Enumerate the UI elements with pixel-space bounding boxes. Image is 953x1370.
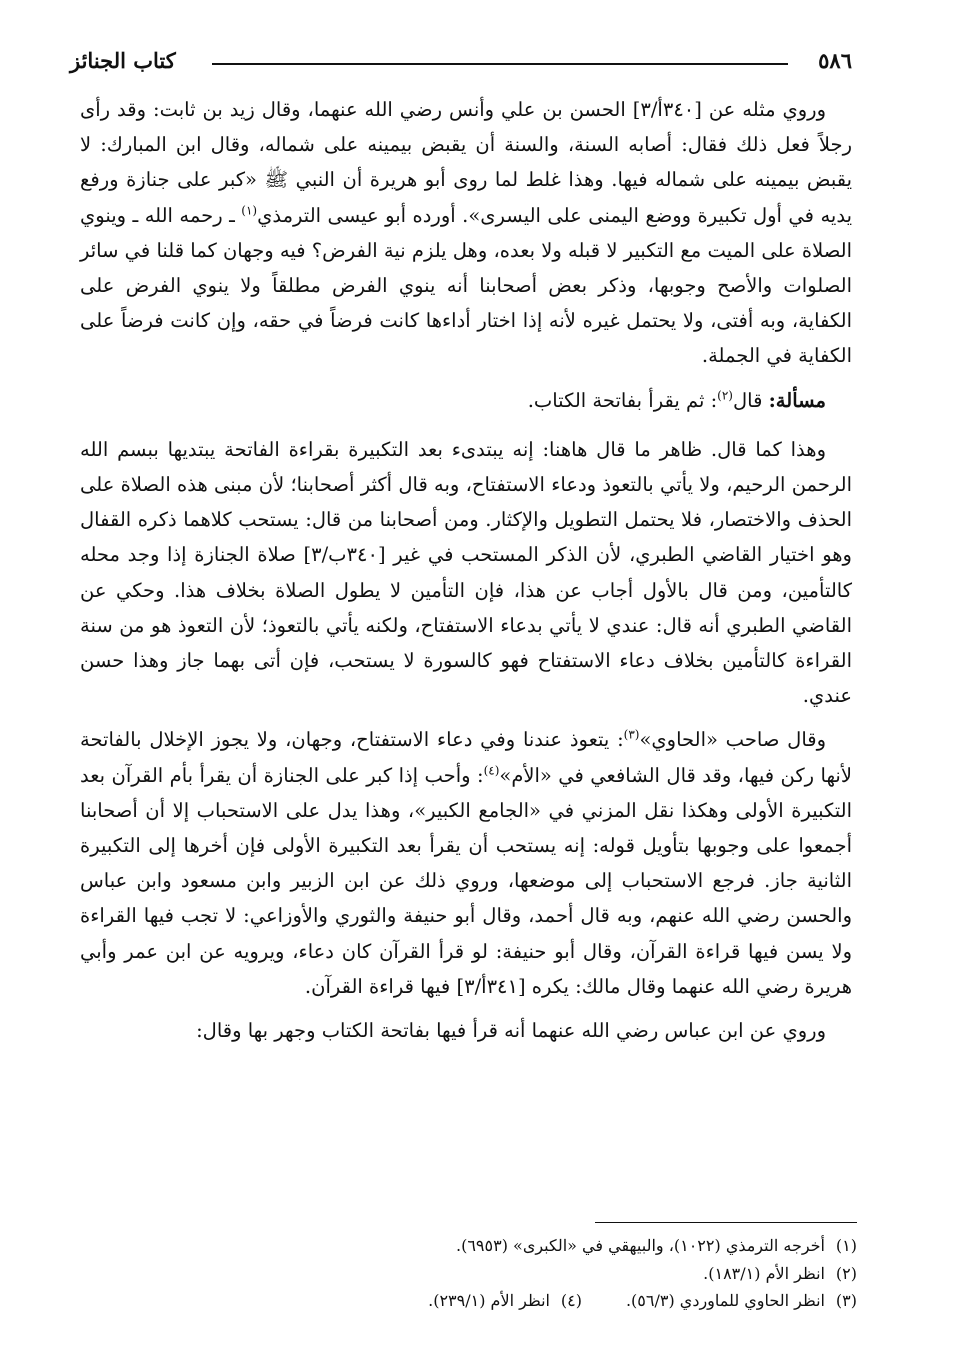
question-text-before: قال [732, 388, 769, 412]
footnotes [237, 1232, 857, 1315]
paragraph-3-middle: : يتعوذ عندنا وفي دعاء الاستفتاح، وجهان، ولا يجوز الإخلال بالفاتحة لأنها ركن فيها، وقد قال الشافعي في «الأم» [80, 728, 852, 787]
footnote-line-3 [237, 1287, 857, 1315]
footnote-2 [703, 1260, 857, 1288]
main-text [80, 92, 852, 1057]
footnote-ref-1: (١) [241, 203, 258, 218]
paragraph-1-text: وروي مثله عن [٣٤٠أ/٣] الحسن بن علي وأنس رضي الله عنهما، وقال زيد بن ثابت: وقد رأى رجلاً فعل ذلك فقال: أصابه السنة، والسنة أن يقبض بيمينه على شماله، وقال ابن المبارك: لا يقبض بيمينه على شماله فيها. وهذا غلط لما روى أبو هريرة أن النبي ﷺ «كبر على جنازة ورفع يديه في أول تكبيرة ووضع اليمنى على اليسرى». أورده أبو عيسى الترمذي [80, 98, 852, 227]
paragraph-2: وهذا كما قال. ظاهر ما قال هاهنا: إنه يبتدىء بعد التكبيرة بقراءة الفاتحة يبتديها ببسم الله الرحمن الرحيم، ولا يأتي بالتعوذ ودعاء الاستفتاح، وبه قال أكثر أصحابنا؛ لأن مبنى هذه الصلاة على الحذف والاختصار، فلا يحتمل التطويل والإكثار. ومن أصحابنا من قال: يستحب كلاهما ذكره القفال وهو اختيار القاضي الطبري، لأن الذكر المستحب في غير [٣٤٠ب/٣] صلاة الجنازة إذا وجد محله كالتأمين، ومن قال بالأول أجاب عن هذا، فإن التأمين لا يطول الصلاة بخلاف هذا. وحكي عن القاضي الطبري أنه قال: عندي لا يأتي بدعاء الاستفتاح، ولكنه يأتي بالتعوذ؛ لأن التعوذ هو من سنة القراءة كالتأمين بخلاف دعاء الاستفتاح فهو كالسورة لا يستحب، فإن أتى بهما جاز وهذا حسن عندي. [80, 437, 853, 708]
footnote-line-2 [237, 1260, 857, 1288]
footnote-text: انظر الأم (٢٣٩/١). [428, 1291, 550, 1310]
paragraph-3-end: : وأحب إذا كبر على [325, 763, 484, 787]
footnote-line-1 [237, 1232, 857, 1260]
running-title: كتاب الجنائز [70, 48, 176, 73]
question-label: مسألة: [768, 388, 826, 412]
footnote-number: (٢) [835, 1263, 857, 1283]
footnote-text: انظر الأم (١٨٣/١). [703, 1263, 825, 1283]
question-text-after: : ثم يقرأ بفاتحة الكتاب. [527, 388, 718, 412]
footnote-ref-2: (٢) [717, 388, 733, 403]
paragraph-3-continuation: الجنازة أن يقرأ بأم القرآن بعد التكبيرة الأولى وهكذا نقل المزني في «الجامع الكبير»، وهذا يدل على الاستحباب إلا أن أصحابنا أجمعوا على وجوبها بتأويل قوله: إنه يستحب أن يقرأ بعد التكبيرة الأولى فإن أخرها إلى التكبيرة الثانية جاز. فرجع الاستحباب إلى موضعها، وروي ذلك عن ابن الزبير وابن مسعود وابن عباس والحسن رضي الله عنهم، وبه قال أحمد، وقال أبو حنيفة والثوري والأوزاعي: لا تجب فيها القراءة ولا يسن فيها قراءة القرآن، وقال أبو حنيفة: لو قرأ القرآن كان دعاء، ويرويه عن ابن عمر وأبي هريرة رضي الله عنهما وقال مالك: يكره [٣٤١أ/٣] فيها قراءة القرآن. [80, 763, 852, 998]
question-heading [80, 383, 852, 418]
footnote-number: (٣) [835, 1291, 857, 1310]
paragraph-4: وروي عن ابن عباس رضي الله عنهما أنه قرأ فيها بفاتحة الكتاب وجهر بها وقال: [196, 1019, 826, 1043]
footnote-text: أخرجه الترمذي (١٠٢٢)، والبيهقي في «الكبرى» (٦٩٥٣). [456, 1236, 825, 1255]
paragraph-3-text: وقال صاحب «الحاوي» [639, 728, 826, 752]
footnote-rule [595, 1222, 857, 1223]
header-rule [212, 63, 788, 65]
footnote-text: انظر الحاوي للماوردي (٥٦/٣). [625, 1291, 825, 1310]
footnote-4 [428, 1287, 582, 1315]
paragraph-3 [80, 722, 852, 1004]
footnote-number: (١) [835, 1236, 857, 1255]
footnote-3 [626, 1287, 857, 1315]
footnote-ref-4: (٤) [483, 763, 500, 778]
page-number: ٥٨٦ [818, 48, 852, 73]
paragraph-1 [80, 92, 852, 374]
footnote-1 [456, 1232, 857, 1260]
footnote-number: (٤) [560, 1291, 582, 1310]
paragraph-1-continuation: ـ رحمه الله ـ وينوي الصلاة على الميت مع التكبير لا قبله ولا بعده، وهل يلزم نية الفرض؟ فيه وجهان كما قلنا في سائر الصلوات والأصح وجوبها، وذكر بعض أصحابنا أنه ينوي الفرض مطلقاً ولا ينوي الفرض على الكفاية، وبه أفتى، ولا يحتمل غيره لأنه إذا اختار أداءها كانت فرضاً في حقه، وإن كانت فرضاً على الكفاية في الجملة. [80, 203, 852, 368]
footnote-ref-3: (٣) [623, 727, 640, 742]
page-header [70, 46, 852, 82]
